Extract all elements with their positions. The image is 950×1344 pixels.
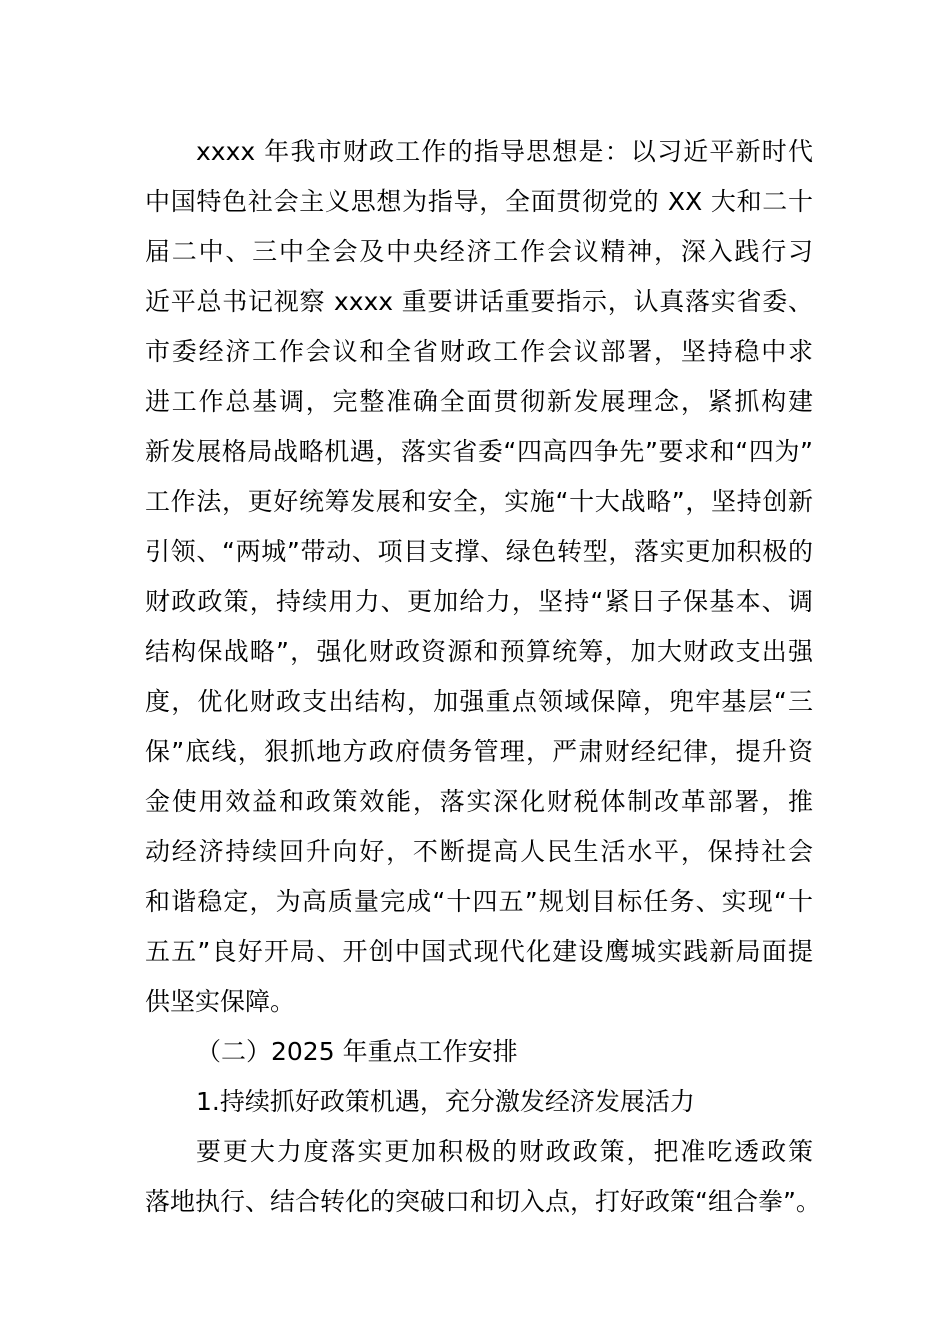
paragraph-line: 财政政策，持续用力、更加给力，坚持“紧日子保基本、调 — [145, 587, 813, 616]
paragraph-line: 届二中、三中全会及中央经济工作会议精神，深入践行习 — [145, 237, 813, 266]
paragraph-line: 度，优化财政支出结构，加强重点领域保障，兜牢基层“三 — [145, 687, 813, 716]
paragraph-line: 保”底线，狠抓地方政府债务管理，严肃财经纪律，提升资 — [145, 737, 813, 766]
paragraph-line: 五五”良好开局、开创中国式现代化建设鹰城实践新局面提 — [145, 937, 813, 966]
paragraph-line: 新发展格局战略机遇，落实省委“四高四争先”要求和“四为” — [145, 437, 813, 466]
paragraph-line: 落地执行、结合转化的突破口和切入点，打好政策“组合拳”。 — [145, 1187, 821, 1216]
paragraph-line: 近平总书记视察 xxxx 重要讲话重要指示，认真落实省委、 — [145, 287, 813, 316]
paragraph-line: 市委经济工作会议和全省财政工作会议部署，坚持稳中求 — [145, 337, 813, 366]
paragraph-guiding-ideology — [145, 127, 813, 1027]
paragraph-line: 结构保战略”，强化财政资源和预算统筹，加大财政支出强 — [145, 637, 813, 666]
section-heading: （二）2025 年重点工作安排 — [196, 1037, 518, 1066]
paragraph-line: 工作法，更好统筹发展和安全，实施“十大战略”，坚持创新 — [145, 487, 813, 516]
paragraph-line: 金使用效益和政策效能，落实深化财税体制改革部署，推 — [145, 787, 813, 816]
paragraph-line: 中国特色社会主义思想为指导，全面贯彻党的 XX 大和二十 — [145, 187, 813, 216]
paragraph-line: 要更大力度落实更加积极的财政政策，把准吃透政策 — [196, 1137, 813, 1166]
paragraph-policy — [145, 1127, 821, 1227]
paragraph-line: xxxx 年我市财政工作的指导思想是：以习近平新时代 — [196, 137, 813, 166]
subsection-heading: 1.持续抓好政策机遇，充分激发经济发展活力 — [196, 1087, 695, 1116]
paragraph-line: 进工作总基调，完整准确全面贯彻新发展理念，紧抓构建 — [145, 387, 813, 416]
paragraph-line: 和谐稳定，为高质量完成“十四五”规划目标任务、实现“十 — [145, 887, 813, 916]
paragraph-line: 动经济持续回升向好，不断提高人民生活水平，保持社会 — [145, 837, 813, 866]
document-body — [145, 127, 821, 1227]
paragraph-line: 供坚实保障。 — [145, 987, 296, 1016]
paragraph-line: 引领、“两城”带动、项目支撑、绿色转型，落实更加积极的 — [145, 537, 813, 566]
